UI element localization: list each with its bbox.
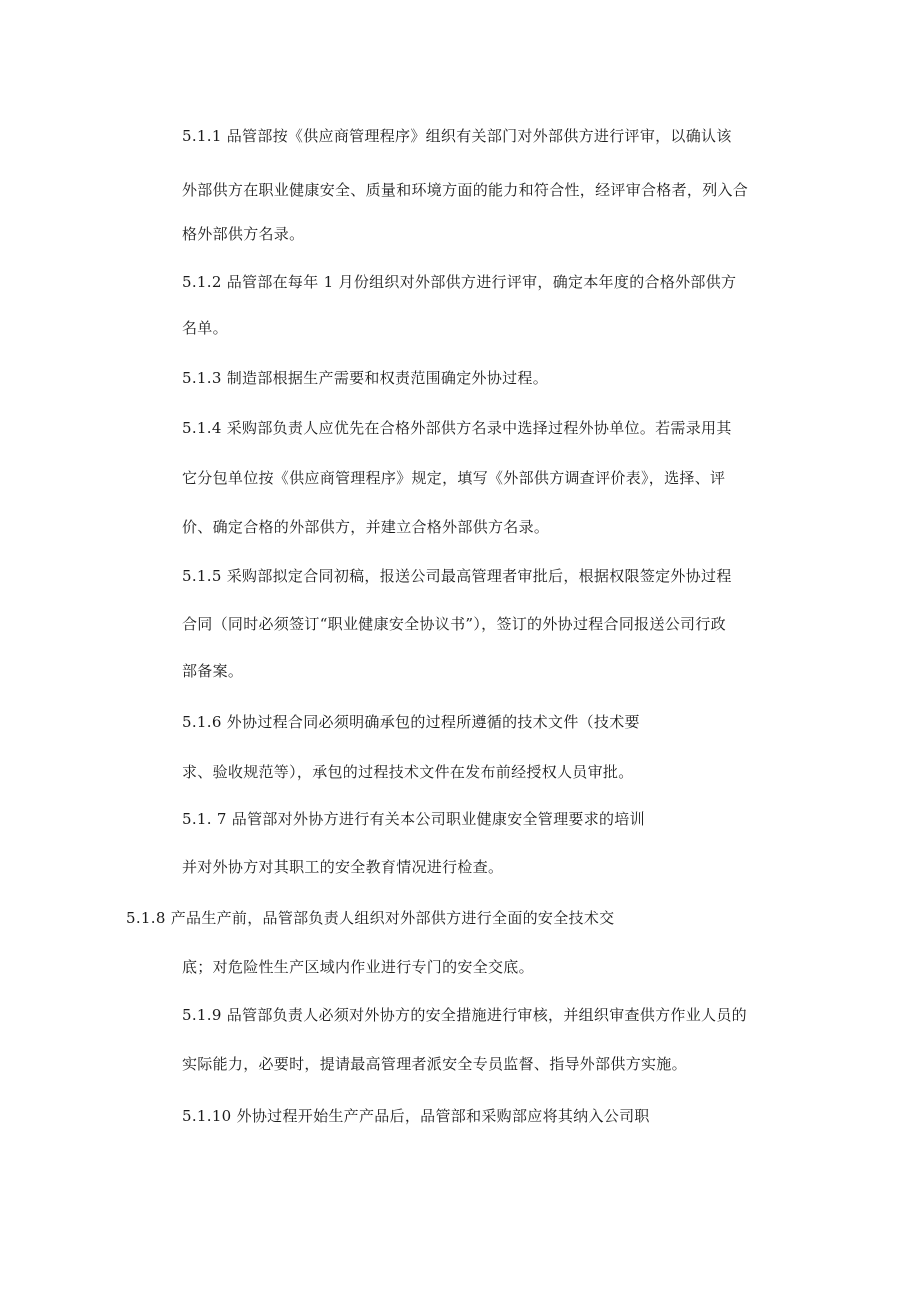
clause-5-1-8-line-1: 5.1.8 产品生产前，品管部负责人组织对外部供方进行全面的安全技术交 — [126, 909, 615, 927]
clause-5-1-9-line-2: 实际能力，必要时，提请最高管理者派安全专员监督、指导外部供方实施。 — [182, 1055, 687, 1073]
clause-5-1-1-line-1: 5.1.1 品管部按《供应商管理程序》组织有关部门对外部供方进行评审，以确认该 — [182, 127, 732, 145]
clause-5-1-4-line-1: 5.1.4 采购部负责人应优先在合格外部供方名录中选择过程外协单位。若需录用其 — [182, 419, 732, 437]
clause-5-1-6-line-1: 5.1.6 外协过程合同必须明确承包的过程所遵循的技术文件（技术要 — [182, 713, 640, 731]
clause-5-1-1-line-3: 格外部供方名录。 — [182, 225, 305, 243]
clause-5-1-2-line-1: 5.1.2 品管部在每年 1 月份组织对外部供方进行评审，确定本年度的合格外部供方 — [182, 273, 737, 291]
clause-5-1-5-line-3: 部备案。 — [182, 662, 244, 680]
clause-5-1-4-line-3: 价、确定合格的外部供方，并建立合格外部供方名录。 — [182, 518, 550, 536]
clause-5-1-5-line-2: 合同（同时必须签订“职业健康安全协议书”），签订的外协过程合同报送公司行政 — [182, 615, 726, 633]
clause-5-1-3-line-1: 5.1.3 制造部根据生产需要和权责范围确定外协过程。 — [182, 369, 549, 387]
clause-5-1-7-line-2: 并对外协方对其职工的安全教育情况进行检查。 — [182, 858, 504, 876]
clause-5-1-5-line-1: 5.1.5 采购部拟定合同初稿，报送公司最高管理者审批后，根据权限签定外协过程 — [182, 567, 732, 585]
clause-5-1-7-line-1: 5.1. 7 品管部对外协方进行有关本公司职业健康安全管理要求的培训 — [182, 810, 645, 828]
clause-5-1-4-line-2: 它分包单位按《供应商管理程序》规定，填写《外部供方调查评价表》，选择、评 — [182, 469, 726, 487]
clause-5-1-10-line-1: 5.1.10 外协过程开始生产产品后，品管部和采购部应将其纳入公司职 — [182, 1107, 650, 1125]
clause-5-1-9-line-1: 5.1.9 品管部负责人必须对外协方的安全措施进行审核，并组织审查供方作业人员的 — [182, 1006, 747, 1024]
clause-5-1-8-line-2: 底；对危险性生产区域内作业进行专门的安全交底。 — [182, 958, 534, 976]
clause-5-1-2-line-2: 名单。 — [182, 319, 228, 337]
clause-5-1-1-line-2: 外部供方在职业健康安全、质量和环境方面的能力和符合性，经评审合格者，列入合 — [182, 181, 749, 199]
clause-5-1-6-line-2: 求、验收规范等），承包的过程技术文件在发布前经授权人员审批。 — [182, 763, 634, 781]
